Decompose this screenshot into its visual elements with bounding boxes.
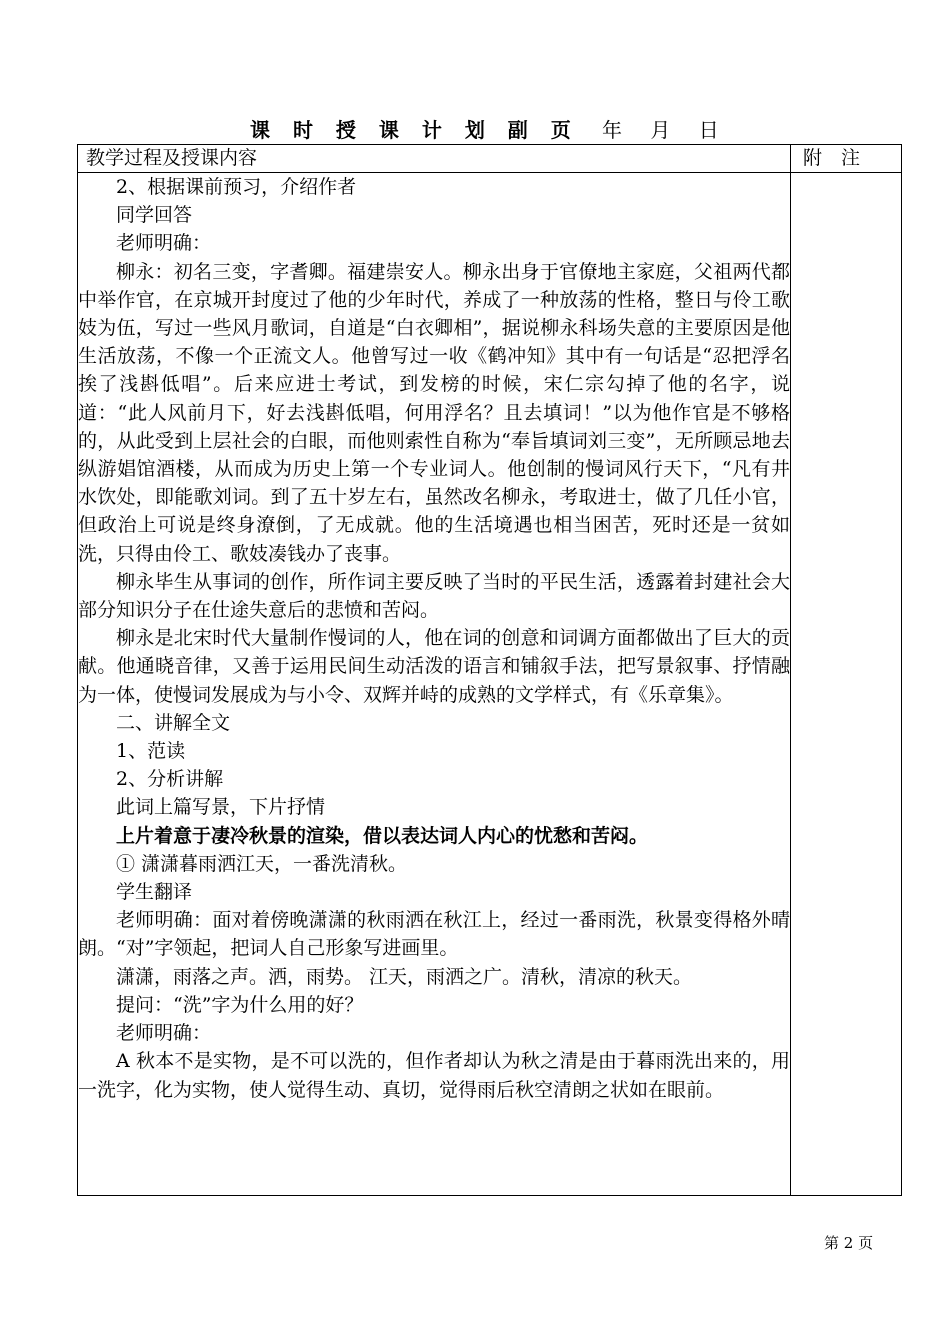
table-body-row [78,173,902,1196]
section-heading: 二、讲解全文 [116,711,231,734]
lesson-plan-table [77,144,902,1196]
month-label: 月 [650,118,673,142]
date-fields [602,114,739,143]
key-point: 上片着意于凄冷秋景的渲染，借以表达词人内心的忧愁和苦闷。 [116,824,649,847]
content-line: 2、分析讲解 [116,768,224,791]
notes-column [791,173,902,1196]
content-paragraph: 老师明确：面对着傍晚潇潇的秋雨洒在秋江上，经过一番雨洗，秋景变得格外晴朗。“对”字领起，把词人自己形象写进画里。 [78,909,790,960]
content-paragraph: 柳永：初名三变，字耆卿。福建崇安人。柳永出身于官僚地主家庭，父祖两代都中举作官，在京城开封度过了他的少年时代，养成了一种放荡的性格，整日与伶工歌妓为伍，写过一些风月歌词，自道是“白衣卿相”，据说柳永科场失意的主要原因是他生活放荡，不像一个正流文人。他曾写过一收《鹤冲知》其中有一句话是“忍把浮名挨了浅斟低唱”。后来应进士考试，到发榜的时候，宋仁宗勾掉了他的名字，说道：“此人风前月下，好去浅斟低唱，何用浮名？且去填词！”以为他作官是不够格的，从此受到上层社会的白眼，而他则索性自称为“奉旨填词刘三变”，无所顾忌地去纵游娼馆酒楼，从而成为历史上第一个专业词人。他创制的慢词风行天下，“凡有井水饮处，即能歌刘词。到了五十岁左右，虽然改名柳永，考取进士，做了几任小官，但政治上可说是终身潦倒，了无成就。他的生活境遇也相当困苦，死时还是一贫如洗，只得由伶工、歌妓凑钱办了丧事。 [78,260,790,565]
content-paragraph: A 秋本不是实物，是不可以洗的，但作者却认为秋之清是由于暮雨洗出来的，用一洗字，化为实物，使人觉得生动、真切，觉得雨后秋空清朗之状如在眼前。 [78,1050,790,1101]
content-line: 同学回答 [116,204,193,227]
column-header-note: 附 注 [791,145,902,173]
content-line: 潇潇，雨落之声。洒，雨势。 江天，雨洒之广。清秋，清凉的秋天。 [116,965,693,988]
content-line: 1、范读 [116,740,186,763]
content-line: 学生翻译 [116,881,193,904]
content-paragraph: 柳永毕生从事词的创作，所作词主要反映了当时的平民生活，透露着封建社会大部分知识分子在仕途失意后的悲愤和苦闷。 [78,570,790,622]
poem-line: ① 潇潇暮雨洒江天，一番洗清秋。 [116,852,408,875]
page-header [0,114,950,144]
question-line: 提问：“洗”字为什么用的好？ [116,993,364,1016]
content-line: 此词上篇写景，下片抒情 [116,796,326,819]
lesson-content [78,173,791,1196]
content-line: 2、根据课前预习，介绍作者 [116,176,357,198]
page-number: 第 2 页 [824,1234,874,1252]
content-line: 老师明确： [116,1022,212,1045]
content-paragraph: 柳永是北宋时代大量制作慢词的人，他在词的创意和词调方面都做出了巨大的贡献。他通晓音律，又善于运用民间生动活泼的语言和铺叙手法，把写景叙事、抒情融为一体，使慢词发展成为与小令、双辉并峙的成熟的文学样式，有《乐章集》。 [78,627,790,706]
content-line: 老师明确： [116,232,212,255]
column-header-main: 教学过程及授课内容 [78,145,791,173]
year-label: 年 [602,118,624,142]
table-header-row [78,145,902,173]
page-title: 课 时 授 课 计 划 副 页 [250,118,579,142]
day-label: 日 [698,118,721,142]
